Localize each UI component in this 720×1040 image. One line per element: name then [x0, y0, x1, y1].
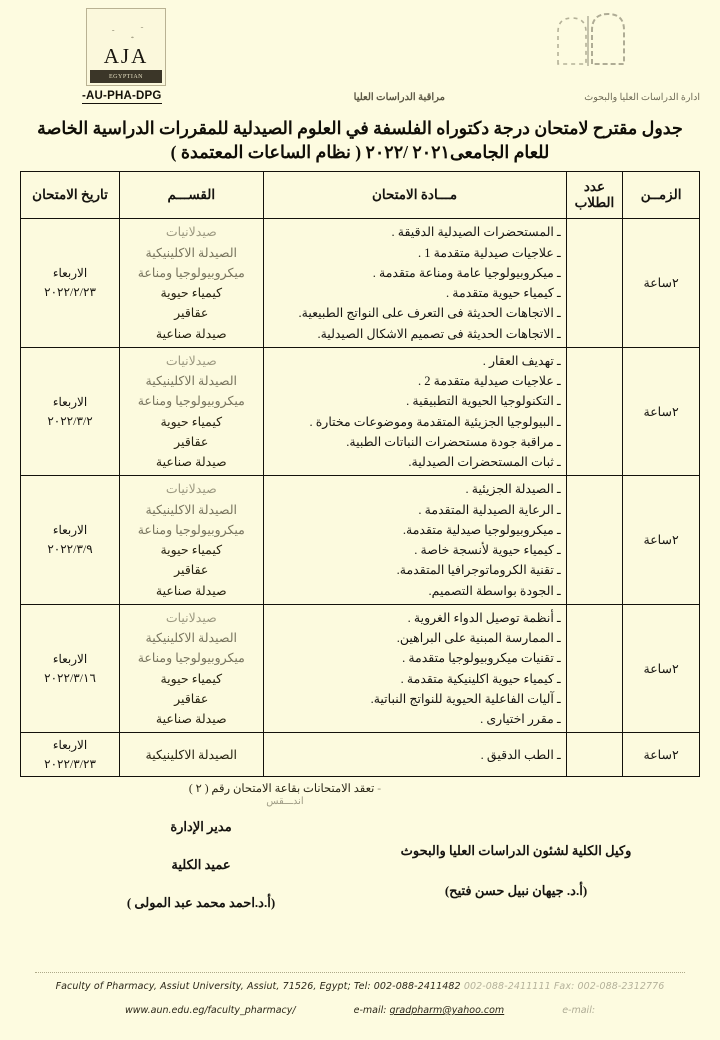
document-code: AU-PHA-DPG-: [82, 90, 162, 102]
department-item: صيدلة صناعية: [155, 455, 227, 470]
subject-item: ـ علاجيات صيدلية متقدمة 2 .: [418, 374, 561, 389]
page-footer: [0, 972, 720, 1016]
column-header-time: الزمــن: [623, 172, 700, 219]
cell-subjects: [263, 476, 566, 605]
cell-subjects: [263, 219, 566, 348]
department-item: كيمياء حيوية: [160, 286, 223, 301]
cell-departments: [120, 604, 263, 733]
subject-item: ـ ثبات المستحضرات الصيدلية.: [408, 455, 561, 470]
cell-date: [21, 604, 120, 733]
footer-email-label: e-mail:: [353, 1005, 387, 1016]
subject-item: ـ البيولوجيا الجزيئية المتقدمة وموضوعات مختارة .: [309, 414, 561, 429]
aja-logo-banner: EGYPTIAN: [90, 70, 162, 83]
table-row: [21, 476, 700, 605]
cell-students-count: [566, 604, 623, 733]
cell-date: [21, 219, 120, 348]
department-item: عقاقير: [174, 691, 209, 706]
subject-item: ـ ميكروبيولوجيا صيدلية متقدمة.: [402, 522, 561, 537]
title-line-1: جدول مقترح لامتحان درجة دكتوراه الفلسفة في العلوم الصيدلية للمقررات الدراسية الخاصة: [37, 118, 683, 138]
column-header-date: تاريخ الامتحان: [21, 172, 120, 219]
note-bullet: -: [377, 783, 382, 796]
subject-item: ـ كيمياء حيوية اكلينيكية متقدمة .: [400, 671, 561, 686]
aja-swoosh-icon: [94, 15, 158, 43]
exam-date: ٢٠٢٢/٢/٢٣: [44, 285, 96, 300]
department-item: صيدلة صناعية: [155, 583, 227, 598]
subject-item: ـ المستحضرات الصيدلية الدقيقة .: [391, 225, 561, 240]
department-item: كيمياء حيوية: [160, 671, 223, 686]
cell-departments: [120, 219, 263, 348]
university-arch-logo-icon: [542, 6, 638, 70]
signature-vice-dean-name: (أ.د. جيهان نبيل حسن فتيح): [444, 883, 588, 899]
department-item: صيدلانيات: [165, 353, 217, 368]
cell-students-count: [566, 476, 623, 605]
subject-item: ـ تقنية الكروماتوجرافيا المتقدمة.: [396, 563, 561, 578]
org-mid-label: مراقبة الدراسات العليا: [353, 92, 445, 103]
subject-item: ـ ميكروبيولوجيا عامة ومناعة متقدمة .: [372, 265, 561, 280]
subject-item: ـ الاتجاهات الحديثة فى التعرف على النواتج الطبيعية.: [298, 306, 561, 321]
cell-time: ٢ساعة: [623, 733, 700, 777]
subject-item: ـ كيمياء حيوية لأنسجة خاصة .: [414, 543, 561, 558]
department-item: ميكروبيولوجيا ومناعة: [137, 394, 245, 409]
footer-website[interactable]: www.aun.edu.eg/faculty_pharmacy/: [124, 1005, 296, 1016]
cell-students-count: [566, 733, 623, 777]
footer-contact-line: [0, 1005, 720, 1016]
department-item: عقاقير: [174, 434, 209, 449]
footer-divider: [35, 972, 685, 973]
footer-email[interactable]: gradpharm@yahoo.com: [389, 1005, 505, 1016]
table-row: [21, 347, 700, 476]
exam-day: الاربعاء: [52, 738, 88, 753]
subject-item: ـ التكنولوجيا الحيوية التطبيقية .: [406, 394, 561, 409]
table-row: [21, 604, 700, 733]
signature-vice-dean-title: وكيل الكلية لشئون الدراسات العليا والبحوث: [400, 843, 632, 859]
subject-item: ـ مقرر اختيارى .: [480, 712, 561, 727]
table-row: [21, 219, 700, 348]
exam-hall-note: [20, 781, 700, 807]
department-item: الصيدلة الاكلينيكية: [145, 374, 238, 389]
department-item: الصيدلة الاكلينيكية: [145, 747, 238, 762]
subject-item: ـ تقنيات ميكروبيولوجيا متقدمة .: [402, 651, 561, 666]
footer-email-faded: e-mail:: [562, 1005, 596, 1016]
department-item: صيدلانيات: [165, 610, 217, 625]
exam-schedule-table: [20, 171, 700, 777]
cell-subjects: [263, 733, 566, 777]
org-right-label: ادارة الدراسات العليا والبحوث: [584, 93, 700, 103]
subject-item: ـ مراقبة جودة مستحضرات النباتات الطبية.: [346, 434, 561, 449]
footer-email-group: [354, 1005, 505, 1016]
cell-subjects: [263, 604, 566, 733]
department-item: صيدلة صناعية: [155, 326, 227, 341]
signature-dean-title: عميد الكلية: [171, 857, 231, 873]
cell-departments: [120, 347, 263, 476]
department-item: ميكروبيولوجيا ومناعة: [137, 651, 245, 666]
department-item: عقاقير: [174, 563, 209, 578]
cell-departments: [120, 476, 263, 605]
column-header-students: عدد الطلاب: [566, 172, 623, 219]
exam-day: الاربعاء: [52, 266, 88, 281]
department-item: ميكروبيولوجيا ومناعة: [137, 265, 245, 280]
exam-date: ٢٠٢٢/٣/٢٣: [44, 756, 96, 771]
department-item: كيمياء حيوية: [160, 543, 223, 558]
document-title: [20, 116, 700, 164]
cell-time: ٢ساعة: [623, 476, 700, 605]
header-logo-area: [20, 0, 700, 92]
subject-item: ـ الطب الدقيق .: [480, 747, 561, 762]
title-line-2: للعام الجامعى٢٠٢١ /٢٠٢٢ ( نظام الساعات المعتمدة ): [170, 142, 550, 163]
exam-day: الاربعاء: [52, 651, 88, 666]
aja-logo-text: AJA: [103, 44, 149, 68]
signature-admin-director: مدير الإدارة: [170, 819, 232, 835]
subject-item: ـ كيمياء حيوية متقدمة .: [446, 286, 561, 301]
subject-item: ـ الجودة بواسطة التصميم.: [428, 583, 561, 598]
department-item: الصيدلة الاكلينيكية: [145, 245, 238, 260]
exam-date: ٢٠٢٢/٣/١٦: [44, 670, 96, 685]
exam-date: ٢٠٢٢/٣/٩: [47, 542, 93, 557]
table-header-row: [21, 172, 700, 219]
cell-date: [21, 733, 120, 777]
department-item: كيمياء حيوية: [160, 414, 223, 429]
subject-item: ـ أنظمة توصيل الدواء الغروية .: [407, 610, 561, 625]
footer-address: Faculty of Pharmacy, Assiut University, Assiut, 71526, Egypt; Tel: 002-088-2411482: [55, 981, 461, 992]
department-item: صيدلانيات: [165, 225, 217, 240]
cell-date: [21, 476, 120, 605]
subject-item: ـ الصيدلة الجزيئية .: [465, 482, 561, 497]
footer-address-faded: 002-088-2411111 Fax: 002-088-2312776: [463, 981, 665, 992]
cell-time: ٢ساعة: [623, 347, 700, 476]
cell-time: ٢ساعة: [623, 219, 700, 348]
subject-item: ـ تهديف العقار .: [482, 353, 561, 368]
table-row: [21, 733, 700, 777]
signature-dean-name: (أ.د.احمد محمد عبد المولى ): [126, 895, 276, 911]
org-header-line: [20, 92, 700, 114]
column-header-subject: مـــادة الامتحان: [263, 172, 566, 219]
exam-date: ٢٠٢٢/٣/٢: [47, 413, 93, 428]
cell-students-count: [566, 219, 623, 348]
cell-date: [21, 347, 120, 476]
column-header-department: القســـم: [120, 172, 263, 219]
department-item: الصيدلة الاكلينيكية: [145, 502, 238, 517]
cell-time: ٢ساعة: [623, 604, 700, 733]
aja-logo: [86, 8, 166, 86]
subject-item: ـ الاتجاهات الحديثة فى تصميم الاشكال الصيدلية.: [317, 326, 561, 341]
note-text: تعقد الامتحانات بقاعة الامتحان رقم ( ٢ ): [188, 783, 375, 796]
note-subtext: اندـــقس: [266, 796, 304, 808]
exam-day: الاربعاء: [52, 523, 88, 538]
footer-address-line: [0, 981, 720, 992]
department-item: عقاقير: [174, 306, 209, 321]
department-item: الصيدلة الاكلينيكية: [145, 631, 238, 646]
department-item: صيدلانيات: [165, 482, 217, 497]
subject-item: ـ علاجيات صيدلية متقدمة 1 .: [418, 245, 561, 260]
subject-item: ـ الرعاية الصيدلية المتقدمة .: [418, 502, 561, 517]
signature-area: [20, 819, 700, 924]
subject-item: ـ الممارسة المبنية على البراهين.: [396, 631, 561, 646]
cell-students-count: [566, 347, 623, 476]
cell-departments: [120, 733, 263, 777]
exam-day: الاربعاء: [52, 394, 88, 409]
subject-item: ـ آليات الفاعلية الحيوية للنواتج النباتية.: [370, 691, 561, 706]
department-item: ميكروبيولوجيا ومناعة: [137, 522, 245, 537]
cell-subjects: [263, 347, 566, 476]
department-item: صيدلة صناعية: [155, 712, 227, 727]
